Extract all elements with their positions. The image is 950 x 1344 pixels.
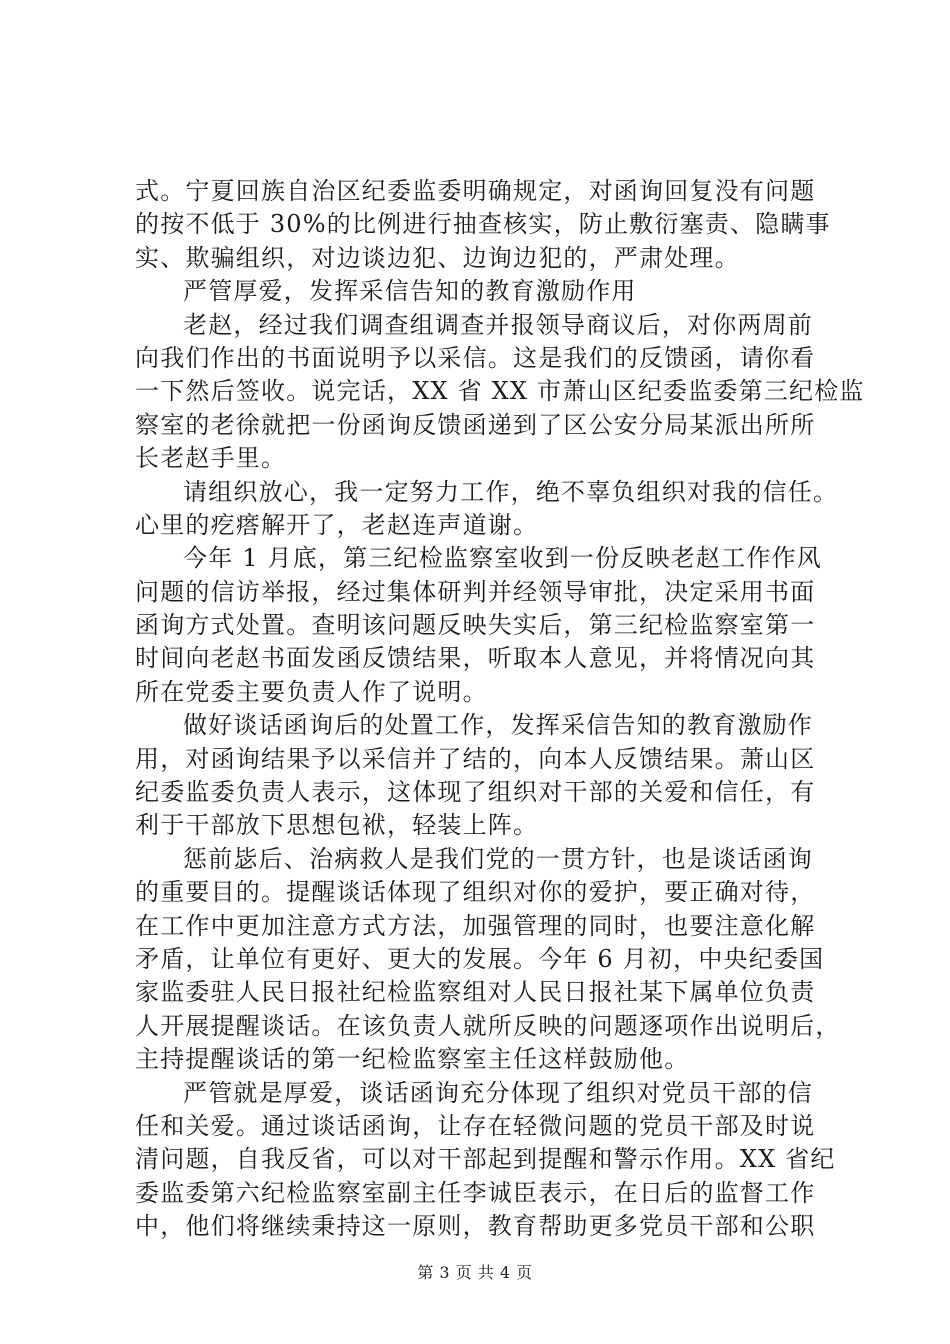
text-line: 的重要目的。提醒谈话体现了组织对你的爱护，要正确对待， xyxy=(135,878,816,907)
text-line: 在工作中更加注意方式方法，加强管理的同时，也要注意化解 xyxy=(135,911,816,940)
text-line: 纪委监委负责人表示，这体现了组织对干部的关爱和信任，有 xyxy=(135,778,816,807)
text-line: 一下然后签收。说完话，XX 省 XX 市萧山区纪委监委第三纪检监 xyxy=(135,377,865,406)
text-line: 矛盾，让单位有更好、更大的发展。今年 6 月初，中央纪委国 xyxy=(135,944,825,973)
text-line: 请组织放心，我一定努力工作，绝不辜负组织对我的信任。 xyxy=(183,477,839,506)
text-line: 时间向老赵书面发函反馈结果，听取本人意见，并将情况向其 xyxy=(135,644,816,673)
text-line: 今年 1 月底，第三纪检监察室收到一份反映老赵工作作风 xyxy=(183,544,822,573)
text-line: 中，他们将继续秉持这一原则，教育帮助更多党员干部和公职 xyxy=(135,1212,816,1241)
text-line: 惩前毖后、治病救人是我们党的一贯方针，也是谈话函询 xyxy=(183,844,813,873)
text-line: 老赵，经过我们调查组调查并报领导商议后，对你两周前 xyxy=(183,310,813,339)
text-line: 用，对函询结果予以采信并了结的，向本人反馈结果。萧山区 xyxy=(135,744,816,773)
document-body xyxy=(135,175,865,1244)
text-line: 主持提醒谈话的第一纪检监察室主任这样鼓励他。 xyxy=(135,1045,690,1074)
text-line: 长老赵手里。 xyxy=(135,444,287,473)
text-line: 向我们作出的书面说明予以采信。这是我们的反馈函，请你看 xyxy=(135,343,816,372)
text-line: 委监委第六纪检监察室副主任李诚臣表示，在日后的监督工作 xyxy=(135,1178,816,1207)
text-line: 清问题，自我反省，可以对干部起到提醒和警示作用。XX 省纪 xyxy=(135,1145,836,1174)
text-line: 心里的疙瘩解开了，老赵连声道谢。 xyxy=(135,510,539,539)
text-line: 任和关爱。通过谈话函询，让存在轻微问题的党员干部及时说 xyxy=(135,1111,816,1140)
text-line: 的按不低于 30%的比例进行抽查核实，防止敷衍塞责、隐瞒事 xyxy=(135,210,831,239)
text-line: 做好谈话函询后的处置工作，发挥采信告知的教育激励作 xyxy=(183,711,813,740)
text-line: 问题的信访举报，经过集体研判并经领导审批，决定采用书面 xyxy=(135,577,816,606)
text-line: 人开展提醒谈话。在该负责人就所反映的问题逐项作出说明后， xyxy=(135,1011,841,1040)
text-line: 式。宁夏回族自治区纪委监委明确规定，对函询回复没有问题 xyxy=(135,177,816,205)
page-footer: 第 3 页 共 4 页 xyxy=(417,1263,533,1282)
text-line: 严管就是厚爱，谈话函询充分体现了组织对党员干部的信 xyxy=(183,1078,813,1107)
text-line: 察室的老徐就把一份函询反馈函递到了区公安分局某派出所所 xyxy=(135,410,816,439)
text-line: 利于干部放下思想包袱，轻装上阵。 xyxy=(135,811,539,840)
text-line: 实、欺骗组织，对边谈边犯、边询边犯的，严肃处理。 xyxy=(135,243,740,272)
text-line: 严管厚爱，发挥采信告知的教育激励作用 xyxy=(183,277,637,306)
text-line: 家监委驻人民日报社纪检监察组对人民日报社某下属单位负责 xyxy=(135,978,816,1007)
text-line: 函询方式处置。查明该问题反映失实后，第三纪检监察室第一 xyxy=(135,611,816,640)
text-line: 所在党委主要负责人作了说明。 xyxy=(135,677,488,706)
